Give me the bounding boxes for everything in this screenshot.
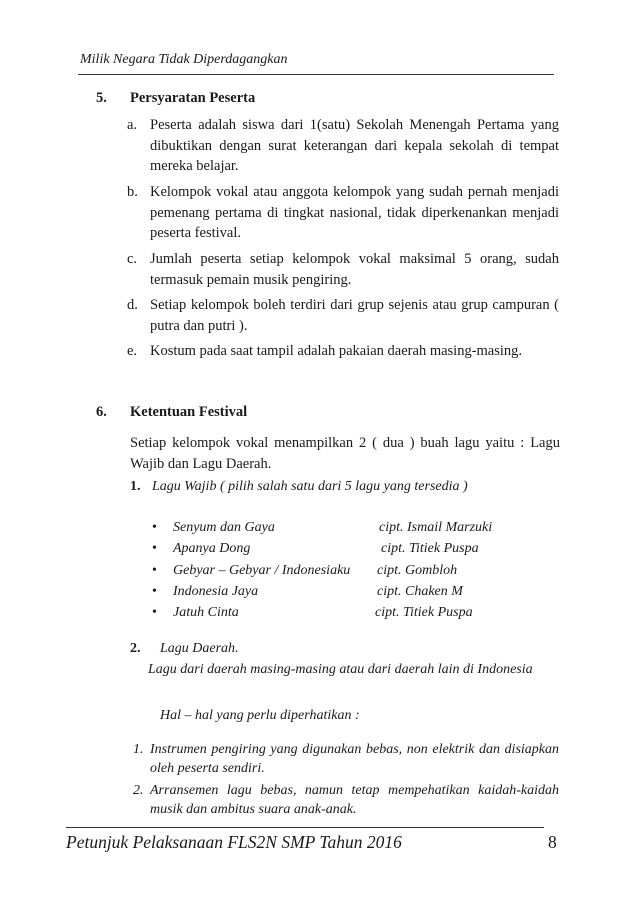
bullet-icon: • <box>152 563 157 578</box>
item-label: c. <box>127 251 138 267</box>
item-label: e. <box>127 343 138 359</box>
sub-1-title: Lagu Wajib ( pilih salah satu dari 5 lagu yang tersedia ) <box>152 479 468 494</box>
song-composer: cipt. Titiek Puspa <box>375 605 473 620</box>
item-text: Peserta adalah siswa dari 1(satu) Sekolah Menengah Pertama yang dibuktikan dengan surat keterangan dari kepala sekolah di tempat mereka belajar. <box>150 117 559 174</box>
bullet-icon: • <box>152 541 157 556</box>
song-composer: cipt. Gombloh <box>377 563 458 578</box>
section-5-title: Persyaratan Peserta <box>130 90 256 106</box>
note-item-1 <box>133 740 559 778</box>
item-text: Kostum pada saat tampil adalah pakaian daerah masing-masing. <box>150 343 523 359</box>
section-6-intro: Setiap kelompok vokal menampilkan 2 ( dua ) buah lagu yaitu : Lagu Wajib dan Lagu Daerah. <box>130 435 560 472</box>
page-number: 8 <box>548 832 557 852</box>
section-6-title: Ketentuan Festival <box>130 404 248 420</box>
song-title: Indonesia Jaya <box>173 584 259 599</box>
note-text: Instrumen pengiring yang digunakan bebas, non elektrik dan disiapkan oleh peserta sendiri. <box>150 742 559 776</box>
item-label: a. <box>127 117 138 133</box>
note-label: 1. <box>133 742 144 757</box>
item-label: b. <box>127 184 138 200</box>
requirement-item-d <box>127 295 559 336</box>
requirement-item-e <box>127 341 559 362</box>
header-divider <box>78 74 554 75</box>
song-title: Apanya Dong <box>173 541 251 556</box>
bullet-icon: • <box>152 520 157 535</box>
song-composer: cipt. Chaken M <box>377 584 463 599</box>
song-title: Jatuh Cinta <box>173 605 239 620</box>
item-text: Setiap kelompok boleh terdiri dari grup sejenis atau grup campuran ( putra dan putri ). <box>150 297 559 334</box>
sub-2-text: Lagu dari daerah masing-masing atau dari daerah lain di Indonesia <box>148 662 533 677</box>
requirement-item-a <box>127 115 559 177</box>
section-6-number: 6. <box>96 404 107 420</box>
sub-2-title: Lagu Daerah. <box>160 641 239 656</box>
sub-2-number: 2. <box>130 641 141 656</box>
note-item-2 <box>133 781 559 819</box>
note-heading: Hal – hal yang perlu diperhatikan : <box>160 708 360 723</box>
item-label: d. <box>127 297 138 313</box>
item-text: Jumlah peserta setiap kelompok vokal maksimal 5 orang, sudah termasuk pemain musik pengiring. <box>150 251 559 288</box>
bullet-icon: • <box>152 605 157 620</box>
bullet-icon: • <box>152 584 157 599</box>
note-text: Arransemen lagu bebas, namun tetap mempehatikan kaidah-kaidah musik dan ambitus suara anak-anak. <box>150 783 559 817</box>
requirement-item-b <box>127 182 559 244</box>
note-label: 2. <box>133 783 144 798</box>
requirement-item-c <box>127 249 559 290</box>
sub-1-number: 1. <box>130 479 141 494</box>
section-5-number: 5. <box>96 90 107 106</box>
song-composer: cipt. Ismail Marzuki <box>379 520 493 535</box>
running-footer: Petunjuk Pelaksanaan FLS2N SMP Tahun 2016 <box>66 832 402 852</box>
song-title: Senyum dan Gaya <box>173 520 275 535</box>
song-title: Gebyar – Gebyar / Indonesiaku <box>173 563 351 578</box>
song-composer: cipt. Titiek Puspa <box>381 541 479 556</box>
item-text: Kelompok vokal atau anggota kelompok yang sudah pernah menjadi pemenang pertama di tingkat nasional, tidak diperkenankan menjadi peserta festival. <box>150 184 559 241</box>
running-header: Milik Negara Tidak Diperdagangkan <box>80 52 288 67</box>
footer-divider <box>66 827 544 828</box>
